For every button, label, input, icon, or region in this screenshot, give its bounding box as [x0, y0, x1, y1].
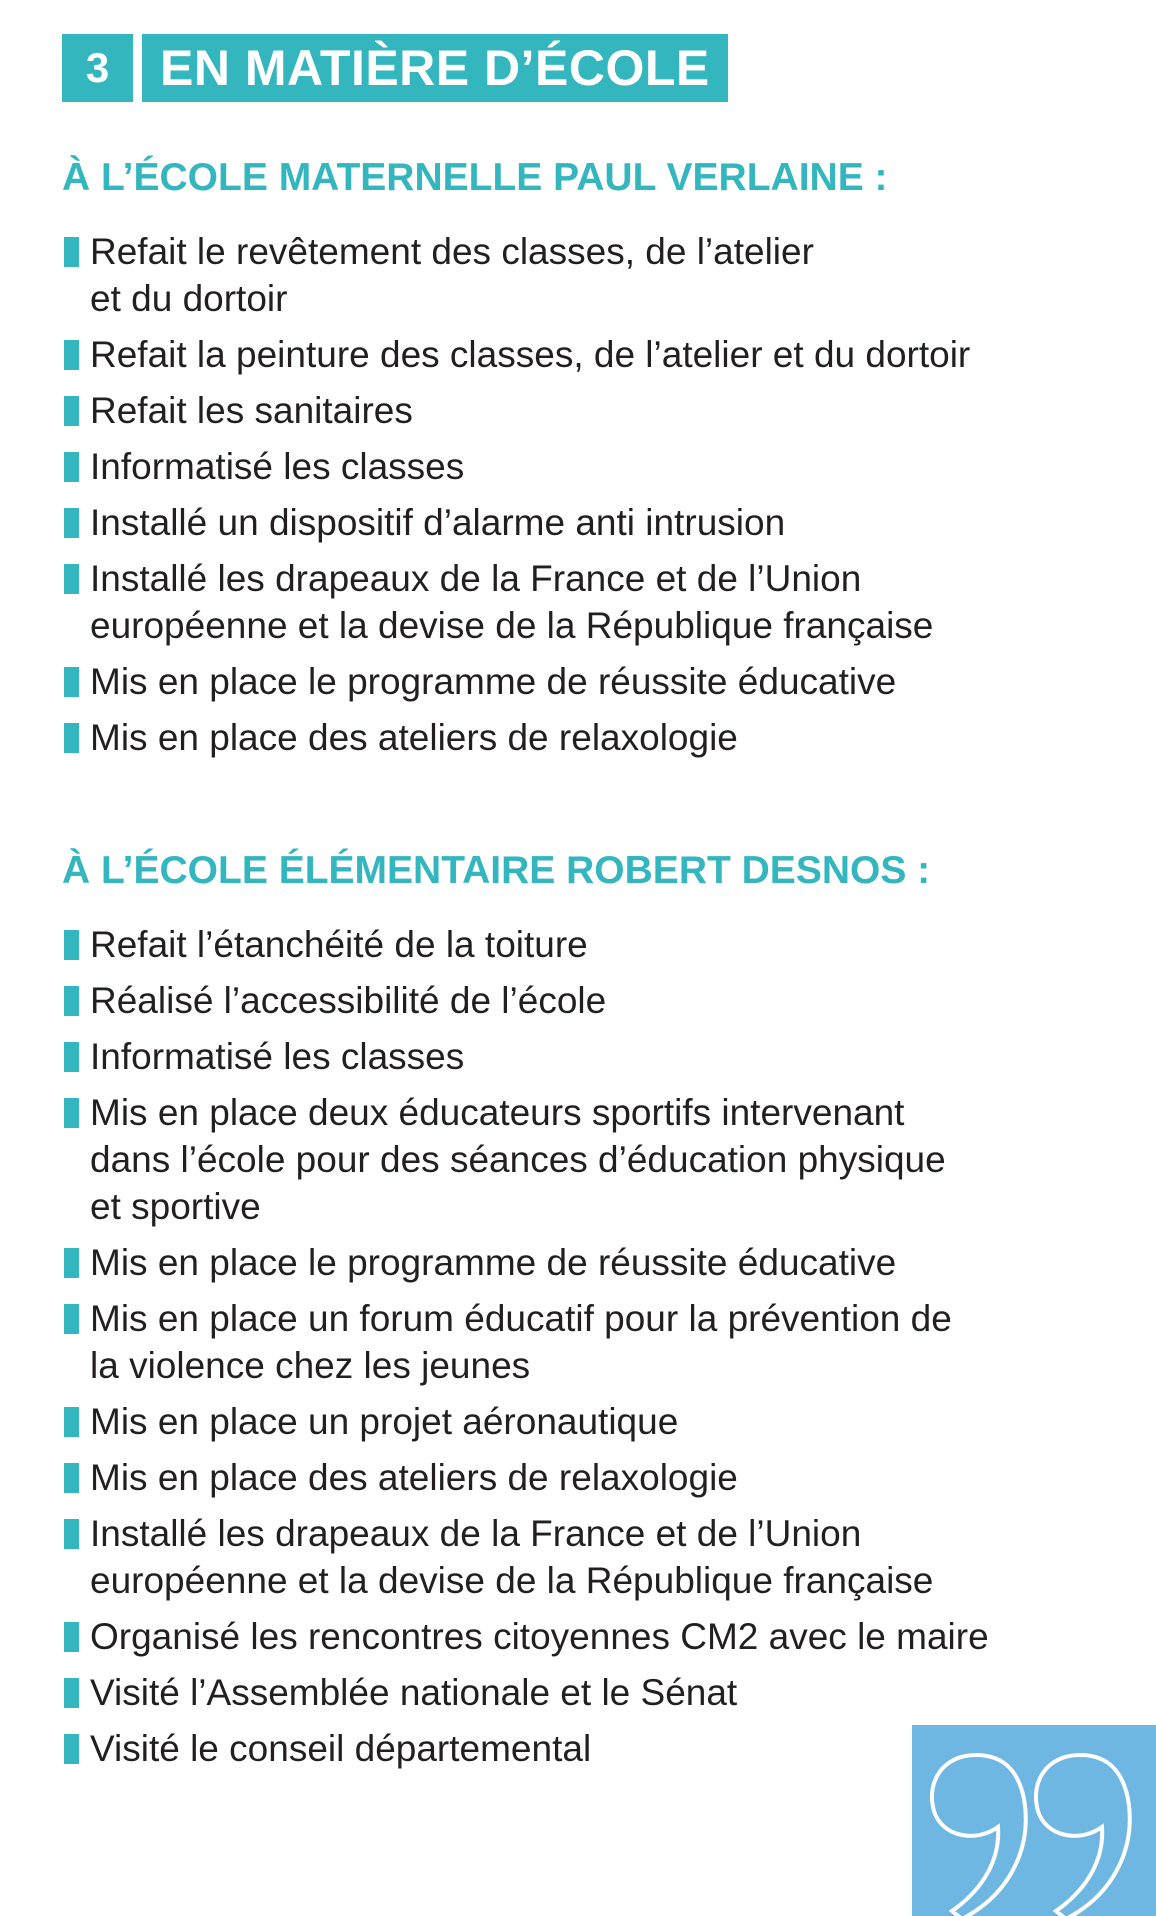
list-item [62, 555, 1102, 649]
section-header [62, 34, 728, 102]
square-bullet-icon [64, 1407, 79, 1437]
list-item [62, 658, 1102, 705]
list-item-text: Mis en place un projet aéronautique [90, 1401, 679, 1442]
list-item [62, 977, 1102, 1024]
section-elementaire [62, 843, 1102, 1781]
list-item [62, 714, 1102, 761]
list-item [62, 1295, 1102, 1389]
square-bullet-icon [64, 1304, 79, 1334]
list-item [62, 387, 1102, 434]
list-item [62, 1613, 1102, 1660]
square-bullet-icon [64, 1248, 79, 1278]
square-bullet-icon [64, 237, 79, 267]
list-item-text: Informatisé les classes [90, 1036, 465, 1077]
square-bullet-icon [64, 1622, 79, 1652]
list-item-text: Installé un dispositif d’alarme anti intrusion [90, 502, 786, 543]
list-item-text: Visité le conseil départemental [90, 1728, 592, 1769]
square-bullet-icon [64, 986, 79, 1016]
list-item-text: Refait la peinture des classes, de l’atelier et du dortoir [90, 334, 971, 375]
section-heading-maternelle: À L’ÉCOLE MATERNELLE PAUL VERLAINE : [62, 156, 888, 199]
square-bullet-icon [64, 1734, 79, 1764]
list-item [62, 228, 1102, 322]
square-bullet-icon [64, 452, 79, 482]
list-item [62, 443, 1102, 490]
list-item-text: Mis en place un forum éducatif pour la prévention de la violence chez les jeunes [90, 1298, 952, 1386]
section-number: 3 [62, 34, 133, 102]
square-bullet-icon [64, 564, 79, 594]
square-bullet-icon [64, 930, 79, 960]
list-item-text: Installé les drapeaux de la France et de l’Union européenne et la devise de la République française [90, 1513, 934, 1601]
list-item-text: Informatisé les classes [90, 446, 465, 487]
list-item-text: Refait le revêtement des classes, de l’atelier et du dortoir [90, 231, 814, 319]
list-item [62, 1033, 1102, 1080]
list-item [62, 1669, 1102, 1716]
square-bullet-icon [64, 1463, 79, 1493]
square-bullet-icon [64, 508, 79, 538]
list-item [62, 499, 1102, 546]
list-item-text: Mis en place deux éducateurs sportifs intervenant dans l’école pour des séances d’éducation physique et sportive [90, 1092, 946, 1227]
list-item [62, 331, 1102, 378]
square-bullet-icon [64, 396, 79, 426]
section-maternelle [62, 150, 1102, 770]
quote-decoration [912, 1725, 1156, 1916]
list-item [62, 921, 1102, 968]
list-item-text: Mis en place des ateliers de relaxologie [90, 717, 738, 758]
list-item [62, 1398, 1102, 1445]
square-bullet-icon [64, 667, 79, 697]
section-title-banner: EN MATIÈRE D’ÉCOLE [142, 34, 728, 102]
list-item-text: Mis en place des ateliers de relaxologie [90, 1457, 738, 1498]
list-item-text: Refait l’étanchéité de la toiture [90, 924, 588, 965]
section-heading-elementaire: À L’ÉCOLE ÉLÉMENTAIRE ROBERT DESNOS : [62, 849, 931, 892]
closing-quote-icon [912, 1725, 1156, 1916]
square-bullet-icon [64, 340, 79, 370]
list-elementaire [62, 921, 1102, 1772]
square-bullet-icon [64, 1678, 79, 1708]
list-item-text: Visité l’Assemblée nationale et le Sénat [90, 1672, 738, 1713]
square-bullet-icon [64, 1519, 79, 1549]
list-item-text: Refait les sanitaires [90, 390, 413, 431]
square-bullet-icon [64, 1098, 79, 1128]
list-item-text: Mis en place le programme de réussite éducative [90, 1242, 897, 1283]
list-item-text: Mis en place le programme de réussite éducative [90, 661, 897, 702]
square-bullet-icon [64, 1042, 79, 1072]
list-maternelle [62, 228, 1102, 761]
list-item-text: Installé les drapeaux de la France et de l’Union européenne et la devise de la République française [90, 558, 934, 646]
square-bullet-icon [64, 723, 79, 753]
list-item [62, 1454, 1102, 1501]
list-item [62, 1510, 1102, 1604]
list-item [62, 1089, 1102, 1230]
list-item-text: Organisé les rencontres citoyennes CM2 avec le maire [90, 1616, 989, 1657]
list-item-text: Réalisé l’accessibilité de l’école [90, 980, 607, 1021]
list-item [62, 1239, 1102, 1286]
